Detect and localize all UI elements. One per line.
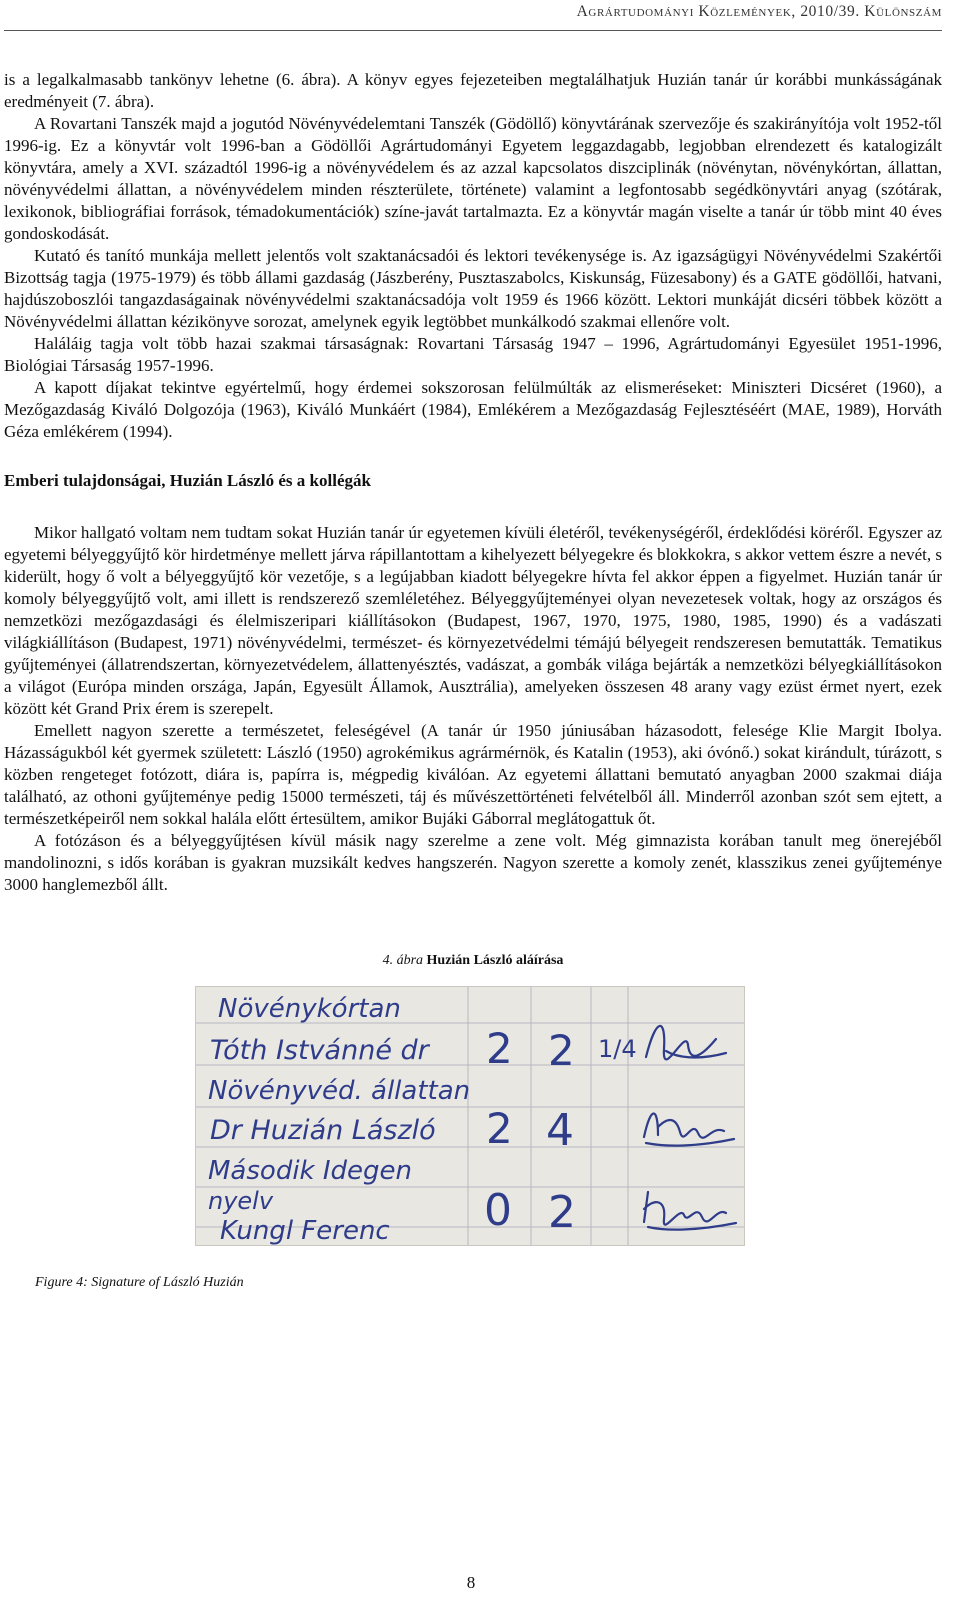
handwritten-grade-sheet [196, 987, 744, 1245]
grade-b-1: 2 [548, 1026, 575, 1075]
paragraph-6: Mikor hallgató voltam nem tudtam sokat Huzián tanár úr egyetemen kívüli életéről, tevékenységéről, érdeklődési köréről. Egyszer az egyetemi bélyeggyűjtő kör hirdetménye mellett járva rápillantottam a kihelyezett bélyegekre és blokkokra, s akkor vettem észre a nevét, s kiderült, hogy ő volt a bélyeggyűjtő kör vezetője, s a legújabban kiadott bélyegekre hívta fel akkor éppen a figyelmet. Huzián tanár úr komoly bélyeggyűjtő volt, ami illett is rendszerező szemléletéhez. Bélyeggyűjteményei olyan nevezetesek voltak, hogy az országos és nemzetközi mezőgazdasági és élelmiszeripari kiállításokon (Budapest, 1967, 1970, 1975, 1980, 1985, 1990) és a vadászati világkiállításon (Budapest, 1971) növényvédelmi, természet- és környezetvédelmi témájú bélyegeit rendszeresen bemutatták. Tematikus gyűjteményei (állatrendszertan, környezetvédelem, állattenyésztés, vadászat, a gombák világa bejárták a nemzetközi bélyegkiállításokon a világot (Európa minden országa, Japán, Egyesült Államok, Ausztrália), amelyeken összesen 48 arany vagy ezüst érmet nyert, ezek között két Grand Prix érem is szerepelt. [4, 523, 942, 718]
hw-row-1: Növénykórtan [218, 994, 401, 1024]
journal-header: Agrártudományi Közlemények, 2010/39. Különszám [576, 3, 942, 20]
grade-b-3: 2 [548, 1187, 576, 1238]
paragraph-4: Haláláig tagja volt több hazai szakmai társaságnak: Rovartani Társaság 1947 – 1996, Agrártudományi Egyesület 1951-1996, Biológiai Társaság 1957-1996. [4, 334, 942, 375]
paragraph-1: is a legalkalmasabb tankönyv lehetne (6. ábra). A könyv egyes fejezeteiben megtalálhatjuk Huzián tanár úr korábbi munkásságának eredményeit (7. ábra). [4, 70, 942, 111]
paragraph-5: A kapott díjakat tekintve egyértelmű, hogy érdemei sokszorosan felülmúlták az elismeréseket: Miniszteri Dicséret (1960), a Mezőgazdaság Kiváló Dolgozója (1963), Kiváló Munkáért (1984), Emlékérem a Mezőgazdaság Fejlesztéséért (MAE, 1989), Horváth Géza emlékérem (1994). [4, 378, 942, 441]
grade-a-1: 2 [486, 1024, 513, 1073]
grade-a-2: 2 [486, 1104, 513, 1153]
article-body [4, 69, 942, 1294]
figure-title: Huzián László aláírása [426, 953, 564, 968]
section-heading: Emberi tulajdonságai, Huzián László és a kollégák [4, 471, 371, 490]
page-number: 8 [466, 1573, 476, 1592]
hw-row-2: Tóth Istvánné dr [210, 1035, 429, 1066]
fraction: 1/4 [598, 1035, 637, 1063]
paragraph-3: Kutató és tanító munkája mellett jelentős volt szaktanácsadói és lektori tevékenysége is. Az igazságügyi Növényvédelmi Szakértői Bizottság tagja (1975-1979) és több állami gazdaság (Jászberény, Pusztaszabolcs, Kiskunság, Füzesabony) és a GATE gödöllői, hatvani, hajdúszoboszlói tangazdaságainak növényvédelmi szaktanácsadója volt 1959 és 1966 között. Lektori munkáját dicséri többek között a Növényvédelmi állattan kézikönyve sorozat, amelynek egyik legtöbbet munkálkodó szakmai ellenőre volt. [4, 246, 942, 331]
hw-row-4: Dr Huzián László [210, 1115, 436, 1146]
hw-row-6: nyelv [208, 1187, 274, 1215]
header-rule [4, 30, 942, 31]
figure-caption [4, 950, 942, 972]
paragraph-8: A fotózáson és a bélyeggyűjtésen kívül másik nagy szerelme a zene volt. Még gimnazista korában tanult meg önerejéből mandolinozni, s idős korában is gyakran muzsikált kedves hangszerén. Nagyon szerette a komoly zenét, klasszikus zenei gyűjteménye 3000 hanglemezből állt. [4, 831, 942, 894]
hw-row-3: Növényvéd. állattan [208, 1076, 471, 1106]
hw-row-7: Kungl Ferenc [220, 1216, 390, 1245]
figure-caption-en: Figure 4: Signature of László Huzián [35, 1275, 244, 1290]
grade-b-2: 4 [546, 1105, 574, 1156]
grade-a-3: 0 [484, 1185, 512, 1236]
signature-photo [195, 986, 745, 1246]
paragraph-7: Emellett nagyon szerette a természetet, feleségével (A tanár úr 1950 júniusában házasodott, felesége Klie Margit Ibolya. Házasságukból két gyermek született: László (1950) agrokémikus agrármérnök, és Katalin (1953), aki óvónő.) sokat kirándult, túrázott, s közben rengeteget fotózott, diára is, papírra is, mégpedig kiválóan. Az egyetemi állattani bemutató anyagban 2000 szakmai diája található, az othoni gyűjteménye pedig 15000 természeti, táj és művészettörténeti felvételből áll. Minderről azonban szót sem ejtett, a természetképeiről nem sokkal halála előtt értesültem, amikor Bujáki Gáborral meglátogattuk őt. [4, 721, 942, 828]
paragraph-2: A Rovartani Tanszék majd a jogutód Növényvédelemtani Tanszék (Gödöllő) könyvtárának szervezője és szakirányítója volt 1952-től 1996-ig. Ez a könyvtár volt 1996-ban a Gödöllői Agrártudományi Egyetem leggazdagabb, legjobban elrendezett és katalogizált könyvtára, amely a XVI. századtól 1996-ig a növényvédelem és az azzal kapcsolatos diszciplinák (növénytan, növénykórtan, állattan, növényvédelmi állattan, a növényvédelem minden részterülete, története) valamint a legfontosabb segédkönyvtári anyag (szótárak, lexikonok, bibliográfiai források, témadokumentációk) színe-javát tartalmazta. Ez a könyvtár magán viselte a tanár úr több mint 40 éves gondoskodását. [4, 114, 942, 243]
hw-row-5: Második Idegen [208, 1156, 413, 1186]
figure-label: 4. ábra [382, 953, 424, 968]
